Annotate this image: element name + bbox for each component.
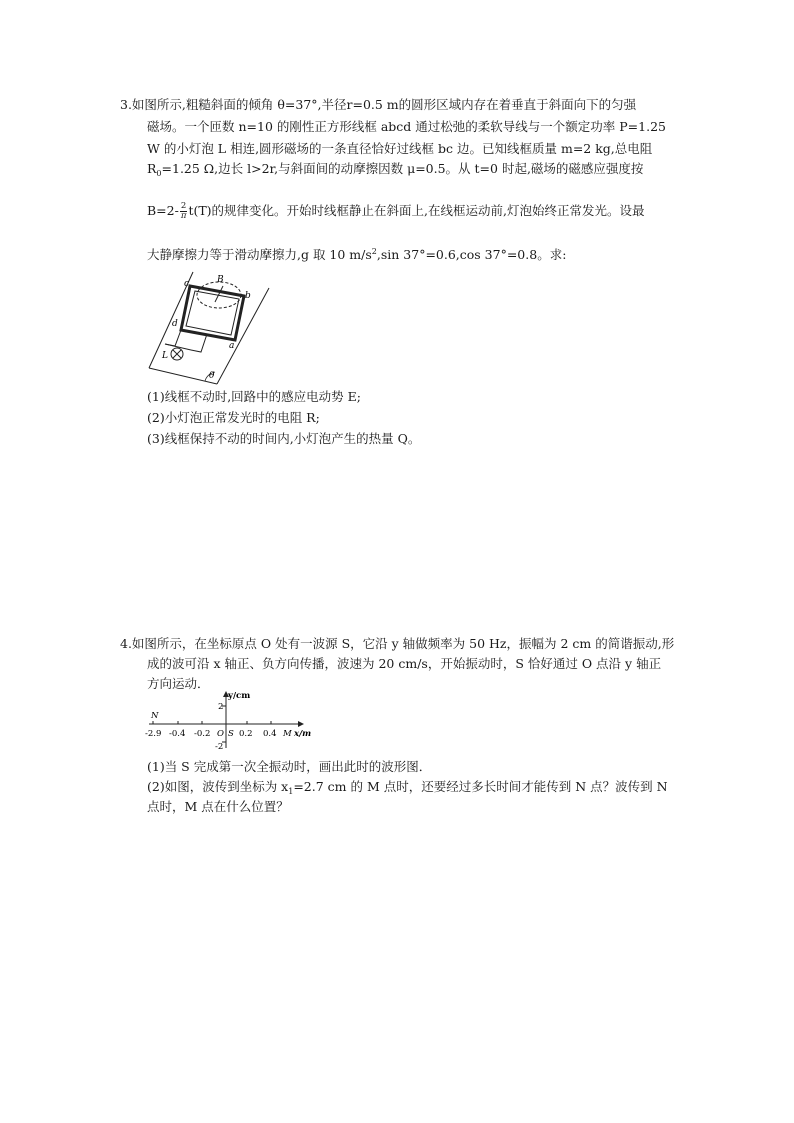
q3-b-formula-prefix: B=2-	[147, 203, 179, 218]
q4-question-2-line-2: 点时，M 点在什么位置？	[147, 799, 289, 814]
field-direction-arrow	[215, 286, 223, 302]
q3-line-3: W 的小灯泡 L 相连,圆形磁场的一条直径恰好过线框 bc 边。已知线框质量 m=2 kg,总电阻	[147, 141, 653, 156]
q3-line-5-text: t(T)的规律变化。开始时线框静止在斜面上,在线框运动前,灯泡始终正常发光。设最	[188, 203, 645, 218]
q3-line-1: 3.如图所示,粗糙斜面的倾角 θ=37°,半径r=0.5 m的圆形区域内存在着垂直于斜面向下的匀强	[120, 97, 637, 112]
q3-line-5	[147, 202, 645, 221]
lead-wire-2	[191, 334, 207, 352]
x-tick-0-2: 0.2	[239, 729, 253, 739]
label-L: L	[162, 351, 168, 361]
q4-question-2-text: (2)如图，波传到坐标为 x	[147, 779, 289, 794]
q3-question-3: (3)线框保持不动的时间内,小灯泡产生的热量 Q。	[147, 431, 421, 446]
q3-line-6	[147, 244, 566, 263]
label-a: a	[229, 341, 235, 351]
q4-question-2-line-1	[147, 779, 668, 800]
label-d: d	[172, 319, 178, 329]
q4-line-1: 4.如图所示，在坐标原点 O 处有一波源 S，它沿 y 轴做频率为 50 Hz，振幅为 2 cm 的简谐振动,形	[120, 636, 675, 651]
lead-wire-1	[165, 330, 181, 346]
q3-r0-subscript: 0	[156, 169, 162, 178]
x-tick-0-4: 0.4	[263, 729, 277, 739]
q3-r0-symbol: R	[147, 161, 157, 176]
x-tick-neg-0-4: -0.4	[169, 729, 186, 739]
q3-line-2: 磁场。一个匝数 n=10 的刚性正方形线框 abcd 通过松弛的柔软导线与一个额定功率 P=1.25	[147, 119, 666, 134]
q3-incline-figure	[145, 268, 275, 386]
point-N-label: N	[151, 711, 159, 721]
q3-line-6-text: 大静摩擦力等于滑动摩擦力,g 取 10 m/s	[147, 247, 372, 262]
point-M-label: M	[283, 729, 292, 739]
label-b: b	[245, 291, 251, 301]
x-tick-neg-0-2: -0.2	[194, 729, 211, 739]
q3-line-4-text: =1.25 Ω,边长 l>2r,与斜面间的动摩擦因数 μ=0.5。从 t=0 时起,磁场的磁感应强度按	[161, 161, 644, 176]
q3-fraction-numerator: 2	[180, 201, 187, 211]
incline-base	[149, 368, 217, 384]
x-tick-neg-2-9: -2.9	[145, 729, 162, 739]
q4-question-1: (1)当 S 完成第一次全振动时，画出此时的波形图．	[147, 759, 432, 774]
q3-question-1: (1)线框不动时,回路中的感应电动势 E;	[147, 389, 361, 404]
q4-line-2: 成的波可沿 x 轴正、负方向传播，波速为 20 cm/s，开始振动时，S 恰好通过 O 点沿 y 轴正	[147, 656, 662, 671]
q3-fraction-denominator: π	[180, 211, 187, 221]
q3-line-6-rest: ,sin 37°=0.6,cos 37°=0.8。求:	[376, 247, 567, 262]
source-S-label: S	[228, 729, 234, 739]
q3-line-4	[147, 161, 643, 182]
y-axis-label: y/cm	[228, 691, 251, 701]
y-tick-top: 2	[218, 702, 224, 712]
label-theta: θ	[209, 371, 215, 381]
q4-wave-graph	[143, 690, 318, 752]
square-coil-inner	[186, 291, 239, 335]
y-tick-bottom: -2	[215, 742, 224, 752]
origin-O-label: O	[217, 729, 224, 739]
label-B: B	[217, 275, 224, 285]
q4-question-2-rest: =2.7 cm 的 M 点时，还要经过多长时间才能传到 N 点？波传到 N	[293, 779, 668, 794]
q3-question-2: (2)小灯泡正常发光时的电阻 R;	[147, 410, 320, 425]
q4-line-3: 方向运动．	[147, 676, 210, 691]
q4-x1-subscript: 1	[288, 787, 294, 796]
q3-b-formula-fraction	[180, 202, 188, 221]
x-axis-label: x/m	[294, 729, 312, 739]
label-c: c	[184, 279, 190, 289]
q3-squared-superscript: 2	[371, 247, 377, 256]
